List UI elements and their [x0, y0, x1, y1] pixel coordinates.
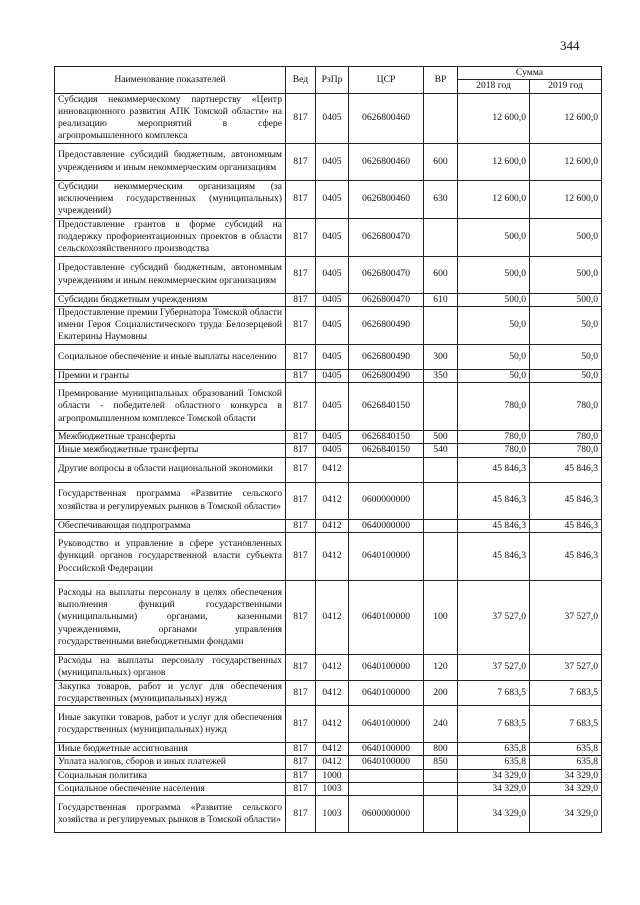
- cell-2019: 45 846,3: [530, 519, 602, 532]
- cell-vr: 600: [424, 256, 458, 293]
- cell-rzpr: 1003: [316, 783, 349, 796]
- cell-csr: 0640100000: [349, 654, 424, 680]
- cell-vr: [424, 783, 458, 796]
- cell-2018: 780,0: [458, 444, 530, 457]
- cell-name: Расходы на выплаты персоналу государственных (муниципальных) органов: [55, 654, 286, 680]
- cell-ved: 817: [286, 654, 316, 680]
- cell-2019: 500,0: [530, 293, 602, 306]
- cell-csr: [349, 457, 424, 482]
- cell-2019: 635,8: [530, 743, 602, 756]
- cell-ved: 817: [286, 706, 316, 743]
- cell-ved: 817: [286, 383, 316, 431]
- cell-ved: 817: [286, 783, 316, 796]
- cell-ved: 817: [286, 293, 316, 306]
- cell-2018: 34 329,0: [458, 783, 530, 796]
- cell-vr: 120: [424, 654, 458, 680]
- cell-csr: [349, 783, 424, 796]
- table-row: [55, 383, 602, 431]
- cell-vr: 500: [424, 431, 458, 444]
- cell-vr: 200: [424, 680, 458, 706]
- cell-csr: 0626800460: [349, 93, 424, 143]
- cell-name: Иные межбюджетные трансферты: [55, 444, 286, 457]
- cell-rzpr: 0412: [316, 519, 349, 532]
- cell-name: Руководство и управление в сфере установленных функций органов государственной власти субъекта Российской Федерации: [55, 532, 286, 580]
- table-header: [55, 67, 602, 94]
- cell-name: Государственная программа «Развитие сельского хозяйства и регулируемых рынков в Томской области»: [55, 482, 286, 519]
- cell-2018: 50,0: [458, 306, 530, 344]
- cell-name: Другие вопросы в области национальной экономики: [55, 457, 286, 482]
- header-sum: Сумма: [458, 67, 602, 80]
- cell-ved: 817: [286, 306, 316, 344]
- cell-2018: 635,8: [458, 743, 530, 756]
- cell-2019: 12 600,0: [530, 143, 602, 180]
- cell-name: Социальная политика: [55, 769, 286, 782]
- table-row: [55, 431, 602, 444]
- cell-2018: 12 600,0: [458, 180, 530, 218]
- cell-vr: 850: [424, 756, 458, 769]
- cell-ved: 817: [286, 482, 316, 519]
- cell-2018: 37 527,0: [458, 580, 530, 654]
- cell-ved: 817: [286, 580, 316, 654]
- cell-name: Субсидия некоммерческому партнерству «Центр инновационного развития АПК Томской области» на реализацию мероприятий в сфере агропромышленного комплекса: [55, 93, 286, 143]
- cell-csr: 0640100000: [349, 756, 424, 769]
- cell-csr: 0626800490: [349, 306, 424, 344]
- cell-ved: 817: [286, 519, 316, 532]
- cell-2019: 12 600,0: [530, 93, 602, 143]
- cell-rzpr: 0405: [316, 256, 349, 293]
- table-row: [55, 143, 602, 180]
- header-year-2019: 2019 год: [530, 80, 602, 93]
- cell-2018: 45 846,3: [458, 519, 530, 532]
- cell-vr: 600: [424, 143, 458, 180]
- cell-2019: 500,0: [530, 218, 602, 256]
- cell-2018: 34 329,0: [458, 796, 530, 833]
- cell-ved: 817: [286, 532, 316, 580]
- header-csr: ЦСР: [349, 67, 424, 94]
- cell-rzpr: 0405: [316, 383, 349, 431]
- cell-ved: 817: [286, 143, 316, 180]
- cell-2019: 37 527,0: [530, 580, 602, 654]
- cell-2019: 500,0: [530, 256, 602, 293]
- table-row: [55, 93, 602, 143]
- cell-vr: [424, 93, 458, 143]
- table-body: [55, 93, 602, 833]
- cell-2018: 7 683,5: [458, 706, 530, 743]
- cell-vr: 100: [424, 580, 458, 654]
- cell-2019: 50,0: [530, 369, 602, 382]
- header-year-2018: 2018 год: [458, 80, 530, 93]
- cell-2018: 780,0: [458, 431, 530, 444]
- cell-vr: [424, 796, 458, 833]
- cell-2018: 500,0: [458, 293, 530, 306]
- cell-csr: 0626800470: [349, 218, 424, 256]
- cell-2019: 780,0: [530, 431, 602, 444]
- cell-2019: 45 846,3: [530, 482, 602, 519]
- cell-2019: 635,8: [530, 756, 602, 769]
- cell-csr: 0626800460: [349, 180, 424, 218]
- table-row: [55, 743, 602, 756]
- cell-vr: 800: [424, 743, 458, 756]
- cell-2018: 635,8: [458, 756, 530, 769]
- table-row: [55, 293, 602, 306]
- cell-rzpr: 1003: [316, 796, 349, 833]
- cell-vr: 630: [424, 180, 458, 218]
- cell-rzpr: 0412: [316, 532, 349, 580]
- cell-rzpr: 0405: [316, 218, 349, 256]
- table-row: [55, 306, 602, 344]
- cell-rzpr: 0405: [316, 306, 349, 344]
- cell-vr: [424, 532, 458, 580]
- cell-rzpr: 0412: [316, 580, 349, 654]
- table-row: [55, 457, 602, 482]
- cell-2018: 45 846,3: [458, 532, 530, 580]
- cell-2018: 37 527,0: [458, 654, 530, 680]
- cell-rzpr: 0405: [316, 293, 349, 306]
- cell-2018: 12 600,0: [458, 143, 530, 180]
- cell-rzpr: 1000: [316, 769, 349, 782]
- table-row: [55, 482, 602, 519]
- cell-csr: 0626840150: [349, 383, 424, 431]
- cell-rzpr: 0412: [316, 482, 349, 519]
- cell-name: Предоставление грантов в форме субсидий на поддержку профориентационных проектов в области сельскохозяйственного производства: [55, 218, 286, 256]
- cell-2019: 37 527,0: [530, 654, 602, 680]
- cell-csr: 0640100000: [349, 580, 424, 654]
- cell-2019: 12 600,0: [530, 180, 602, 218]
- cell-rzpr: 0412: [316, 654, 349, 680]
- cell-name: Премирование муниципальных образований Томской области - победителей областного конкурса в агропромышленном комплексе Томской области: [55, 383, 286, 431]
- cell-name: Расходы на выплаты персоналу в целях обеспечения выполнения функций государственными (муниципальными) органами, казенными учреждениями, органами управления государственными внебюджетными фондами: [55, 580, 286, 654]
- cell-ved: 817: [286, 743, 316, 756]
- cell-2019: 45 846,3: [530, 532, 602, 580]
- cell-2018: 34 329,0: [458, 769, 530, 782]
- cell-2018: 7 683,5: [458, 680, 530, 706]
- cell-name: Обеспечивающая подпрограмма: [55, 519, 286, 532]
- cell-csr: 0640100000: [349, 532, 424, 580]
- cell-name: Социальное обеспечение населения: [55, 783, 286, 796]
- cell-2018: 500,0: [458, 218, 530, 256]
- table-row: [55, 519, 602, 532]
- cell-vr: 240: [424, 706, 458, 743]
- cell-2019: 780,0: [530, 444, 602, 457]
- cell-rzpr: 0412: [316, 743, 349, 756]
- cell-2019: 7 683,5: [530, 706, 602, 743]
- header-ved: Вед: [286, 67, 316, 94]
- cell-ved: 817: [286, 680, 316, 706]
- header-vr: ВР: [424, 67, 458, 94]
- cell-2019: 7 683,5: [530, 680, 602, 706]
- cell-ved: 817: [286, 431, 316, 444]
- cell-csr: 0640100000: [349, 706, 424, 743]
- cell-2018: 500,0: [458, 256, 530, 293]
- cell-csr: 0626800460: [349, 143, 424, 180]
- cell-csr: 0626840150: [349, 444, 424, 457]
- cell-csr: 0626840150: [349, 431, 424, 444]
- table-row: [55, 796, 602, 833]
- cell-rzpr: 0405: [316, 369, 349, 382]
- cell-name: Премии и гранты: [55, 369, 286, 382]
- cell-name: Закупка товаров, работ и услуг для обеспечения государственных (муниципальных) нужд: [55, 680, 286, 706]
- cell-2018: 780,0: [458, 383, 530, 431]
- cell-csr: 0600000000: [349, 482, 424, 519]
- cell-2019: 34 329,0: [530, 796, 602, 833]
- cell-rzpr: 0412: [316, 706, 349, 743]
- cell-ved: 817: [286, 256, 316, 293]
- table-row: [55, 218, 602, 256]
- cell-name: Иные бюджетные ассигнования: [55, 743, 286, 756]
- cell-vr: [424, 383, 458, 431]
- cell-name: Иные закупки товаров, работ и услуг для обеспечения государственных (муниципальных) нужд: [55, 706, 286, 743]
- cell-rzpr: 0405: [316, 444, 349, 457]
- table-row: [55, 706, 602, 743]
- cell-2018: 50,0: [458, 344, 530, 369]
- table-row: [55, 369, 602, 382]
- table-row: [55, 769, 602, 782]
- cell-name: Субсидии некоммерческим организациям (за исключением государственных (муниципальных) учреждений): [55, 180, 286, 218]
- table-row: [55, 532, 602, 580]
- table-row: [55, 580, 602, 654]
- cell-vr: 540: [424, 444, 458, 457]
- cell-ved: 817: [286, 218, 316, 256]
- cell-csr: [349, 769, 424, 782]
- cell-2018: 50,0: [458, 369, 530, 382]
- cell-vr: [424, 218, 458, 256]
- table-row: [55, 783, 602, 796]
- cell-2019: 34 329,0: [530, 783, 602, 796]
- cell-ved: 817: [286, 769, 316, 782]
- cell-csr: 0640100000: [349, 680, 424, 706]
- cell-csr: 0640100000: [349, 743, 424, 756]
- cell-rzpr: 0405: [316, 431, 349, 444]
- cell-rzpr: 0412: [316, 457, 349, 482]
- cell-vr: [424, 769, 458, 782]
- cell-rzpr: 0405: [316, 93, 349, 143]
- cell-csr: 0626800470: [349, 256, 424, 293]
- cell-ved: 817: [286, 344, 316, 369]
- cell-2018: 12 600,0: [458, 93, 530, 143]
- table-row: [55, 444, 602, 457]
- table-row: [55, 680, 602, 706]
- cell-vr: [424, 457, 458, 482]
- cell-name: Предоставление субсидий бюджетным, автономным учреждениям и иным некоммерческим организациям: [55, 256, 286, 293]
- cell-ved: 817: [286, 369, 316, 382]
- cell-name: Предоставление субсидий бюджетным, автономным учреждениям и иным некоммерческим организациям: [55, 143, 286, 180]
- cell-name: Межбюджетные трансферты: [55, 431, 286, 444]
- cell-csr: 0640000000: [349, 519, 424, 532]
- cell-2019: 780,0: [530, 383, 602, 431]
- cell-ved: 817: [286, 180, 316, 218]
- header-name: Наименование показателей: [55, 67, 286, 94]
- cell-rzpr: 0405: [316, 344, 349, 369]
- cell-vr: [424, 519, 458, 532]
- page-number: 344: [560, 38, 580, 53]
- cell-2019: 34 329,0: [530, 769, 602, 782]
- cell-2019: 50,0: [530, 344, 602, 369]
- cell-2019: 45 846,3: [530, 457, 602, 482]
- cell-vr: [424, 306, 458, 344]
- cell-csr: 0600000000: [349, 796, 424, 833]
- cell-csr: 0626800490: [349, 344, 424, 369]
- cell-rzpr: 0405: [316, 143, 349, 180]
- cell-name: Предоставление премии Губернатора Томской области имени Героя Социалистического труда Белозерцевой Екатерины Наумовны: [55, 306, 286, 344]
- cell-ved: 817: [286, 796, 316, 833]
- cell-rzpr: 0412: [316, 756, 349, 769]
- cell-rzpr: 0412: [316, 680, 349, 706]
- table-row: [55, 344, 602, 369]
- budget-table: [54, 66, 602, 833]
- cell-2018: 45 846,3: [458, 457, 530, 482]
- cell-name: Субсидии бюджетным учреждениям: [55, 293, 286, 306]
- table-row: [55, 256, 602, 293]
- cell-csr: 0626800470: [349, 293, 424, 306]
- cell-vr: 350: [424, 369, 458, 382]
- cell-2018: 45 846,3: [458, 482, 530, 519]
- cell-vr: 300: [424, 344, 458, 369]
- table-row: [55, 756, 602, 769]
- cell-csr: 0626800490: [349, 369, 424, 382]
- cell-rzpr: 0405: [316, 180, 349, 218]
- cell-name: Социальное обеспечение и иные выплаты населению: [55, 344, 286, 369]
- cell-vr: [424, 482, 458, 519]
- cell-ved: 817: [286, 444, 316, 457]
- cell-ved: 817: [286, 93, 316, 143]
- cell-2019: 50,0: [530, 306, 602, 344]
- cell-name: Уплата налогов, сборов и иных платежей: [55, 756, 286, 769]
- table-row: [55, 180, 602, 218]
- cell-ved: 817: [286, 457, 316, 482]
- cell-ved: 817: [286, 756, 316, 769]
- cell-vr: 610: [424, 293, 458, 306]
- cell-name: Государственная программа «Развитие сельского хозяйства и регулируемых рынков в Томской области»: [55, 796, 286, 833]
- table-row: [55, 654, 602, 680]
- header-rzpr: РзПр: [316, 67, 349, 94]
